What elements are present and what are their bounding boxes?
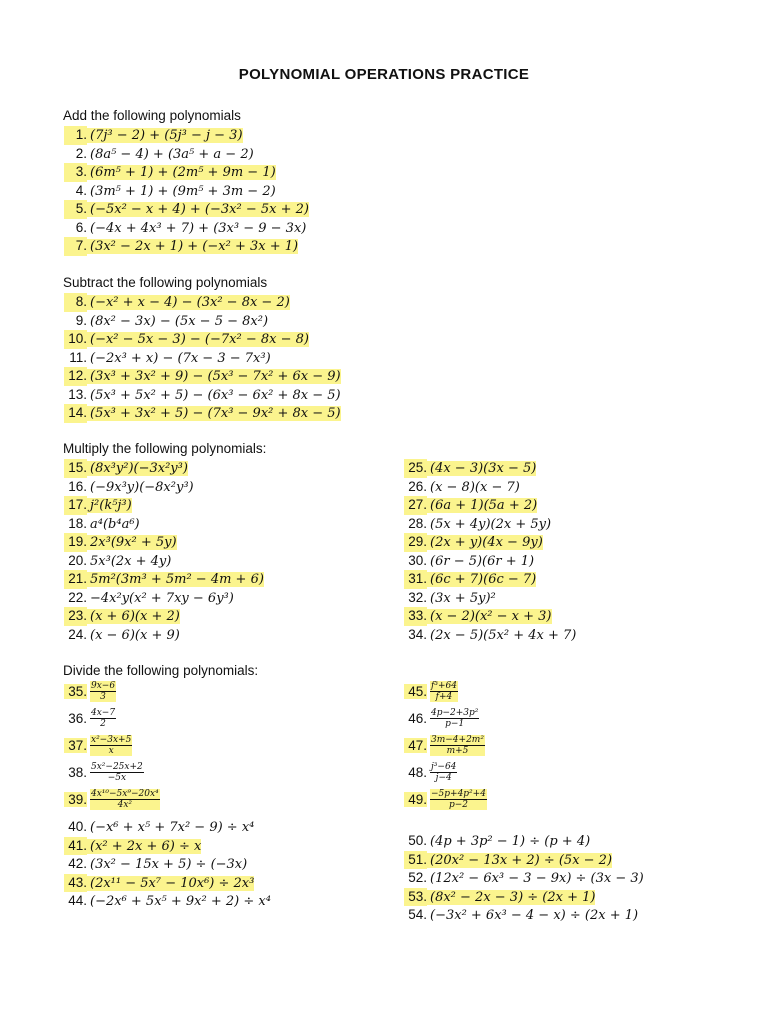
problem-expression: (8x³y²)(−3x²y³) — [87, 461, 188, 476]
problem-fraction — [90, 735, 132, 756]
problem-expression: −4x²y(x² + 7xy − 6y³) — [90, 590, 234, 606]
problem-expression: 5m²(3m³ + 5m² − 4m + 6) — [87, 572, 264, 587]
problem-expression: (6m⁵ + 1) + (2m⁵ + 9m − 1) — [87, 165, 276, 180]
problem-number: 28. — [408, 515, 427, 531]
problem-number: 48. — [408, 765, 427, 780]
problem-number: 8. — [64, 293, 87, 312]
problem-expression: 2x³(9x² + 5y) — [87, 535, 177, 550]
problem-item — [64, 312, 341, 331]
problem-item — [404, 906, 644, 925]
problem-item — [64, 219, 309, 238]
problem-item — [64, 349, 341, 368]
problem-number: 50. — [408, 833, 427, 848]
fraction-numerator: 4x−7 — [91, 708, 116, 718]
problem-item — [64, 330, 341, 349]
fraction-denominator: p−2 — [448, 800, 468, 810]
problem-item — [64, 478, 264, 497]
problem-number: 36. — [68, 711, 87, 726]
problem-number: 5. — [64, 200, 87, 219]
fraction-denominator: 2 — [100, 719, 106, 729]
problem-expression: (7j³ − 2) + (5j³ − j − 3) — [87, 128, 243, 143]
problem-number: 51. — [404, 851, 427, 870]
problem-item — [64, 386, 341, 405]
problem-expression: (6a + 1)(5a + 2) — [427, 498, 537, 513]
problem-item — [64, 789, 160, 816]
problem-number: 4. — [75, 182, 87, 198]
problem-expression: (8x² − 2x − 3) ÷ (2x + 1) — [427, 890, 595, 905]
problem-number: 16. — [68, 478, 87, 494]
problem-expression: a⁴(b⁴a⁶) — [90, 516, 140, 532]
problem-expression: (−9x³y)(−8x²y³) — [90, 479, 194, 495]
fraction-numerator: 4x¹⁰−5x⁹−20x⁴ — [91, 789, 159, 799]
subtract-section-heading: Subtract the following polynomials — [63, 275, 268, 290]
problem-expression: (5x + 4y)(2x + 5y) — [430, 516, 552, 532]
problem-item — [64, 892, 271, 911]
problem-item — [404, 589, 576, 608]
problem-expression: (2x¹¹ − 5x⁷ − 10x⁶) ÷ 2x³ — [87, 876, 254, 891]
fraction-numerator: −5p+4p²+4 — [431, 789, 486, 799]
problem-item — [64, 735, 160, 762]
problem-number: 22. — [68, 589, 87, 605]
problem-number: 14. — [64, 404, 87, 423]
problem-number: 21. — [64, 570, 87, 589]
multiply-section-heading: Multiply the following polynomials: — [63, 441, 267, 456]
problem-item — [64, 607, 264, 626]
problem-number: 11. — [69, 349, 87, 365]
fraction-denominator: 3 — [100, 692, 106, 702]
problem-fraction — [90, 789, 160, 810]
problem-expression: (−x² − 5x − 3) − (−7x² − 8x − 8) — [87, 332, 309, 347]
problem-item — [64, 182, 309, 201]
problem-fraction — [90, 762, 144, 783]
problem-number: 15. — [64, 459, 87, 478]
problem-item — [404, 888, 644, 907]
problem-item — [64, 496, 264, 515]
problem-item — [64, 200, 309, 219]
problem-item — [64, 762, 160, 789]
problem-item — [404, 496, 576, 515]
problem-number: 13. — [68, 386, 87, 402]
problem-number: 25. — [404, 459, 427, 478]
problem-number: 38. — [68, 765, 87, 780]
problem-expression: j²(k⁵j³) — [87, 498, 132, 513]
fraction-denominator: p−1 — [445, 719, 465, 729]
problem-fraction — [430, 681, 458, 702]
problem-expression: (5x³ + 3x² + 5) − (7x³ − 9x² + 8x − 5) — [87, 406, 341, 421]
problem-item — [64, 570, 264, 589]
fraction-numerator: 5x²−25x+2 — [91, 762, 143, 772]
problem-expression: (6c + 7)(6c − 7) — [427, 572, 536, 587]
fraction-numerator: 3m−4+2m² — [431, 735, 484, 745]
fraction-denominator: x — [108, 746, 114, 756]
problem-item — [404, 851, 644, 870]
problem-number: 18. — [68, 515, 87, 531]
problem-number: 49. — [404, 792, 427, 807]
problem-number: 52. — [408, 870, 427, 885]
problem-item — [64, 855, 271, 874]
problem-expression: (4x − 3)(3x − 5) — [427, 461, 536, 476]
problem-expression: (3x³ + 3x² + 9) − (5x³ − 7x² + 6x − 9) — [87, 369, 341, 384]
problem-number: 7. — [64, 237, 87, 256]
problem-number: 46. — [408, 711, 427, 726]
page-title: POLYNOMIAL OPERATIONS PRACTICE — [238, 66, 530, 83]
problem-item — [404, 735, 487, 762]
fraction-denominator: j−4 — [435, 773, 452, 783]
problem-fraction — [430, 708, 479, 729]
problem-expression: (3m⁵ + 1) + (9m⁵ + 3m − 2) — [90, 183, 276, 199]
problem-expression: (−2x³ + x) − (7x − 3 − 7x³) — [90, 350, 271, 366]
problem-number: 19. — [64, 533, 87, 552]
problem-expression: (3x + 5y)² — [430, 590, 496, 606]
problem-number: 54. — [408, 907, 427, 922]
problem-number: 29. — [404, 533, 427, 552]
problem-expression: (2x − 5)(5x² + 4x + 7) — [430, 627, 577, 643]
fraction-numerator: 4p−2+3p² — [431, 708, 479, 718]
problem-number: 3. — [64, 163, 87, 182]
problem-item — [404, 832, 644, 851]
problem-item — [404, 762, 487, 789]
problem-number: 45. — [404, 684, 427, 699]
problem-item — [64, 163, 309, 182]
problem-number: 24. — [68, 626, 87, 642]
problem-expression: (x² + 2x + 6) ÷ x — [87, 839, 201, 854]
add-section-heading: Add the following polynomials — [63, 108, 241, 123]
problem-number: 34. — [408, 626, 427, 642]
problem-number: 9. — [75, 312, 87, 328]
problem-number: 17. — [64, 496, 87, 515]
problem-item — [64, 837, 271, 856]
problem-fraction — [430, 735, 485, 756]
problem-expression: 5x³(2x + 4y) — [90, 553, 172, 569]
problem-item — [404, 607, 576, 626]
problem-fraction — [430, 789, 487, 810]
problem-expression: (8a⁵ − 4) + (3a⁵ + a − 2) — [90, 146, 254, 162]
problem-item — [404, 626, 576, 645]
problem-expression: (x + 6)(x + 2) — [87, 609, 180, 624]
problem-item — [64, 589, 264, 608]
problem-number: 41. — [64, 837, 87, 856]
fraction-denominator: f+4 — [435, 692, 453, 702]
problem-fraction — [90, 681, 116, 702]
problem-item — [64, 874, 271, 893]
problem-item — [64, 367, 341, 386]
multiply-list-right — [404, 459, 576, 644]
multiply-list-left — [64, 459, 264, 644]
problem-number: 27. — [404, 496, 427, 515]
fraction-numerator: x²−3x+5 — [91, 735, 132, 745]
problem-number: 1. — [64, 126, 87, 145]
problem-number: 32. — [408, 589, 427, 605]
problem-number: 23. — [64, 607, 87, 626]
problem-item — [64, 552, 264, 571]
problem-expression: (2x + y)(4x − 9y) — [427, 535, 543, 550]
fraction-numerator: f³+64 — [431, 681, 457, 691]
problem-item — [404, 459, 576, 478]
fraction-denominator: 4x² — [117, 800, 133, 810]
problem-expression: (x − 8)(x − 7) — [430, 479, 520, 495]
problem-number: 44. — [68, 893, 87, 908]
problem-expression: (−3x² + 6x³ − 4 − x) ÷ (2x + 1) — [430, 908, 639, 923]
problem-fraction — [90, 708, 116, 729]
fraction-denominator: −5x — [107, 773, 127, 783]
problem-number: 31. — [404, 570, 427, 589]
problem-expression: (x − 6)(x + 9) — [90, 627, 180, 643]
problem-item — [64, 126, 309, 145]
problem-item — [64, 237, 309, 256]
problem-item — [64, 708, 160, 735]
problem-number: 10. — [64, 330, 87, 349]
problem-number: 47. — [404, 738, 427, 753]
problem-expression: (x − 2)(x² − x + 3) — [427, 609, 552, 624]
problem-item — [404, 552, 576, 571]
divide-fraction-list-left — [64, 681, 160, 816]
problem-number: 35. — [64, 684, 87, 699]
divide-list-left — [64, 818, 271, 911]
problem-item — [404, 789, 487, 816]
problem-item — [64, 818, 271, 837]
problem-expression: (12x² − 6x³ − 3 − 9x) ÷ (3x − 3) — [430, 871, 644, 886]
problem-item — [64, 515, 264, 534]
problem-item — [64, 459, 264, 478]
problem-expression: (6r − 5)(6r + 1) — [430, 553, 535, 569]
fraction-denominator: m+5 — [446, 746, 469, 756]
subtract-problem-list — [64, 293, 341, 423]
problem-number: 6. — [75, 219, 87, 235]
problem-item — [404, 515, 576, 534]
problem-number: 12. — [64, 367, 87, 386]
problem-number: 30. — [408, 552, 427, 568]
problem-number: 37. — [64, 738, 87, 753]
problem-item — [64, 404, 341, 423]
problem-item — [404, 681, 487, 708]
problem-expression: (−4x + 4x³ + 7) + (3x³ − 9 − 3x) — [90, 220, 307, 236]
fraction-numerator: j³−64 — [431, 762, 457, 772]
problem-number: 40. — [68, 819, 87, 834]
problem-item — [404, 533, 576, 552]
problem-expression: (3x² − 15x + 5) ÷ (−3x) — [90, 857, 248, 872]
problem-expression: (3x² − 2x + 1) + (−x² + 3x + 1) — [87, 239, 298, 254]
problem-expression: (5x³ + 5x² + 5) − (6x³ − 6x² + 8x − 5) — [90, 387, 341, 403]
problem-expression: (4p + 3p² − 1) ÷ (p + 4) — [430, 834, 591, 849]
problem-item — [64, 533, 264, 552]
problem-number: 20. — [68, 552, 87, 568]
problem-item — [64, 293, 341, 312]
problem-number: 42. — [68, 856, 87, 871]
problem-number: 43. — [64, 874, 87, 893]
problem-number: 26. — [408, 478, 427, 494]
problem-number: 39. — [64, 792, 87, 807]
problem-item — [64, 145, 309, 164]
divide-fraction-list-right — [404, 681, 487, 816]
problem-item — [404, 570, 576, 589]
problem-item — [404, 708, 487, 735]
divide-list-right — [404, 832, 644, 925]
problem-number: 33. — [404, 607, 427, 626]
problem-expression: (−x² + x − 4) − (3x² − 8x − 2) — [87, 295, 290, 310]
fraction-numerator: 9x−6 — [91, 681, 116, 691]
problem-item — [64, 681, 160, 708]
add-problem-list — [64, 126, 309, 256]
problem-number: 2. — [75, 145, 87, 161]
divide-section-heading: Divide the following polynomials: — [63, 663, 259, 678]
problem-expression: (20x² − 13x + 2) ÷ (5x − 2) — [427, 853, 612, 868]
problem-item — [64, 626, 264, 645]
problem-expression: (−2x⁶ + 5x⁵ + 9x² + 2) ÷ x⁴ — [90, 894, 271, 909]
problem-expression: (−5x² − x + 4) + (−3x² − 5x + 2) — [87, 202, 309, 217]
problem-fraction — [430, 762, 457, 783]
problem-item — [404, 478, 576, 497]
problem-expression: (−x⁶ + x⁵ + 7x² − 9) ÷ x⁴ — [90, 820, 255, 835]
problem-number: 53. — [404, 888, 427, 907]
problem-item — [404, 869, 644, 888]
problem-expression: (8x² − 3x) − (5x − 5 − 8x²) — [90, 313, 269, 329]
